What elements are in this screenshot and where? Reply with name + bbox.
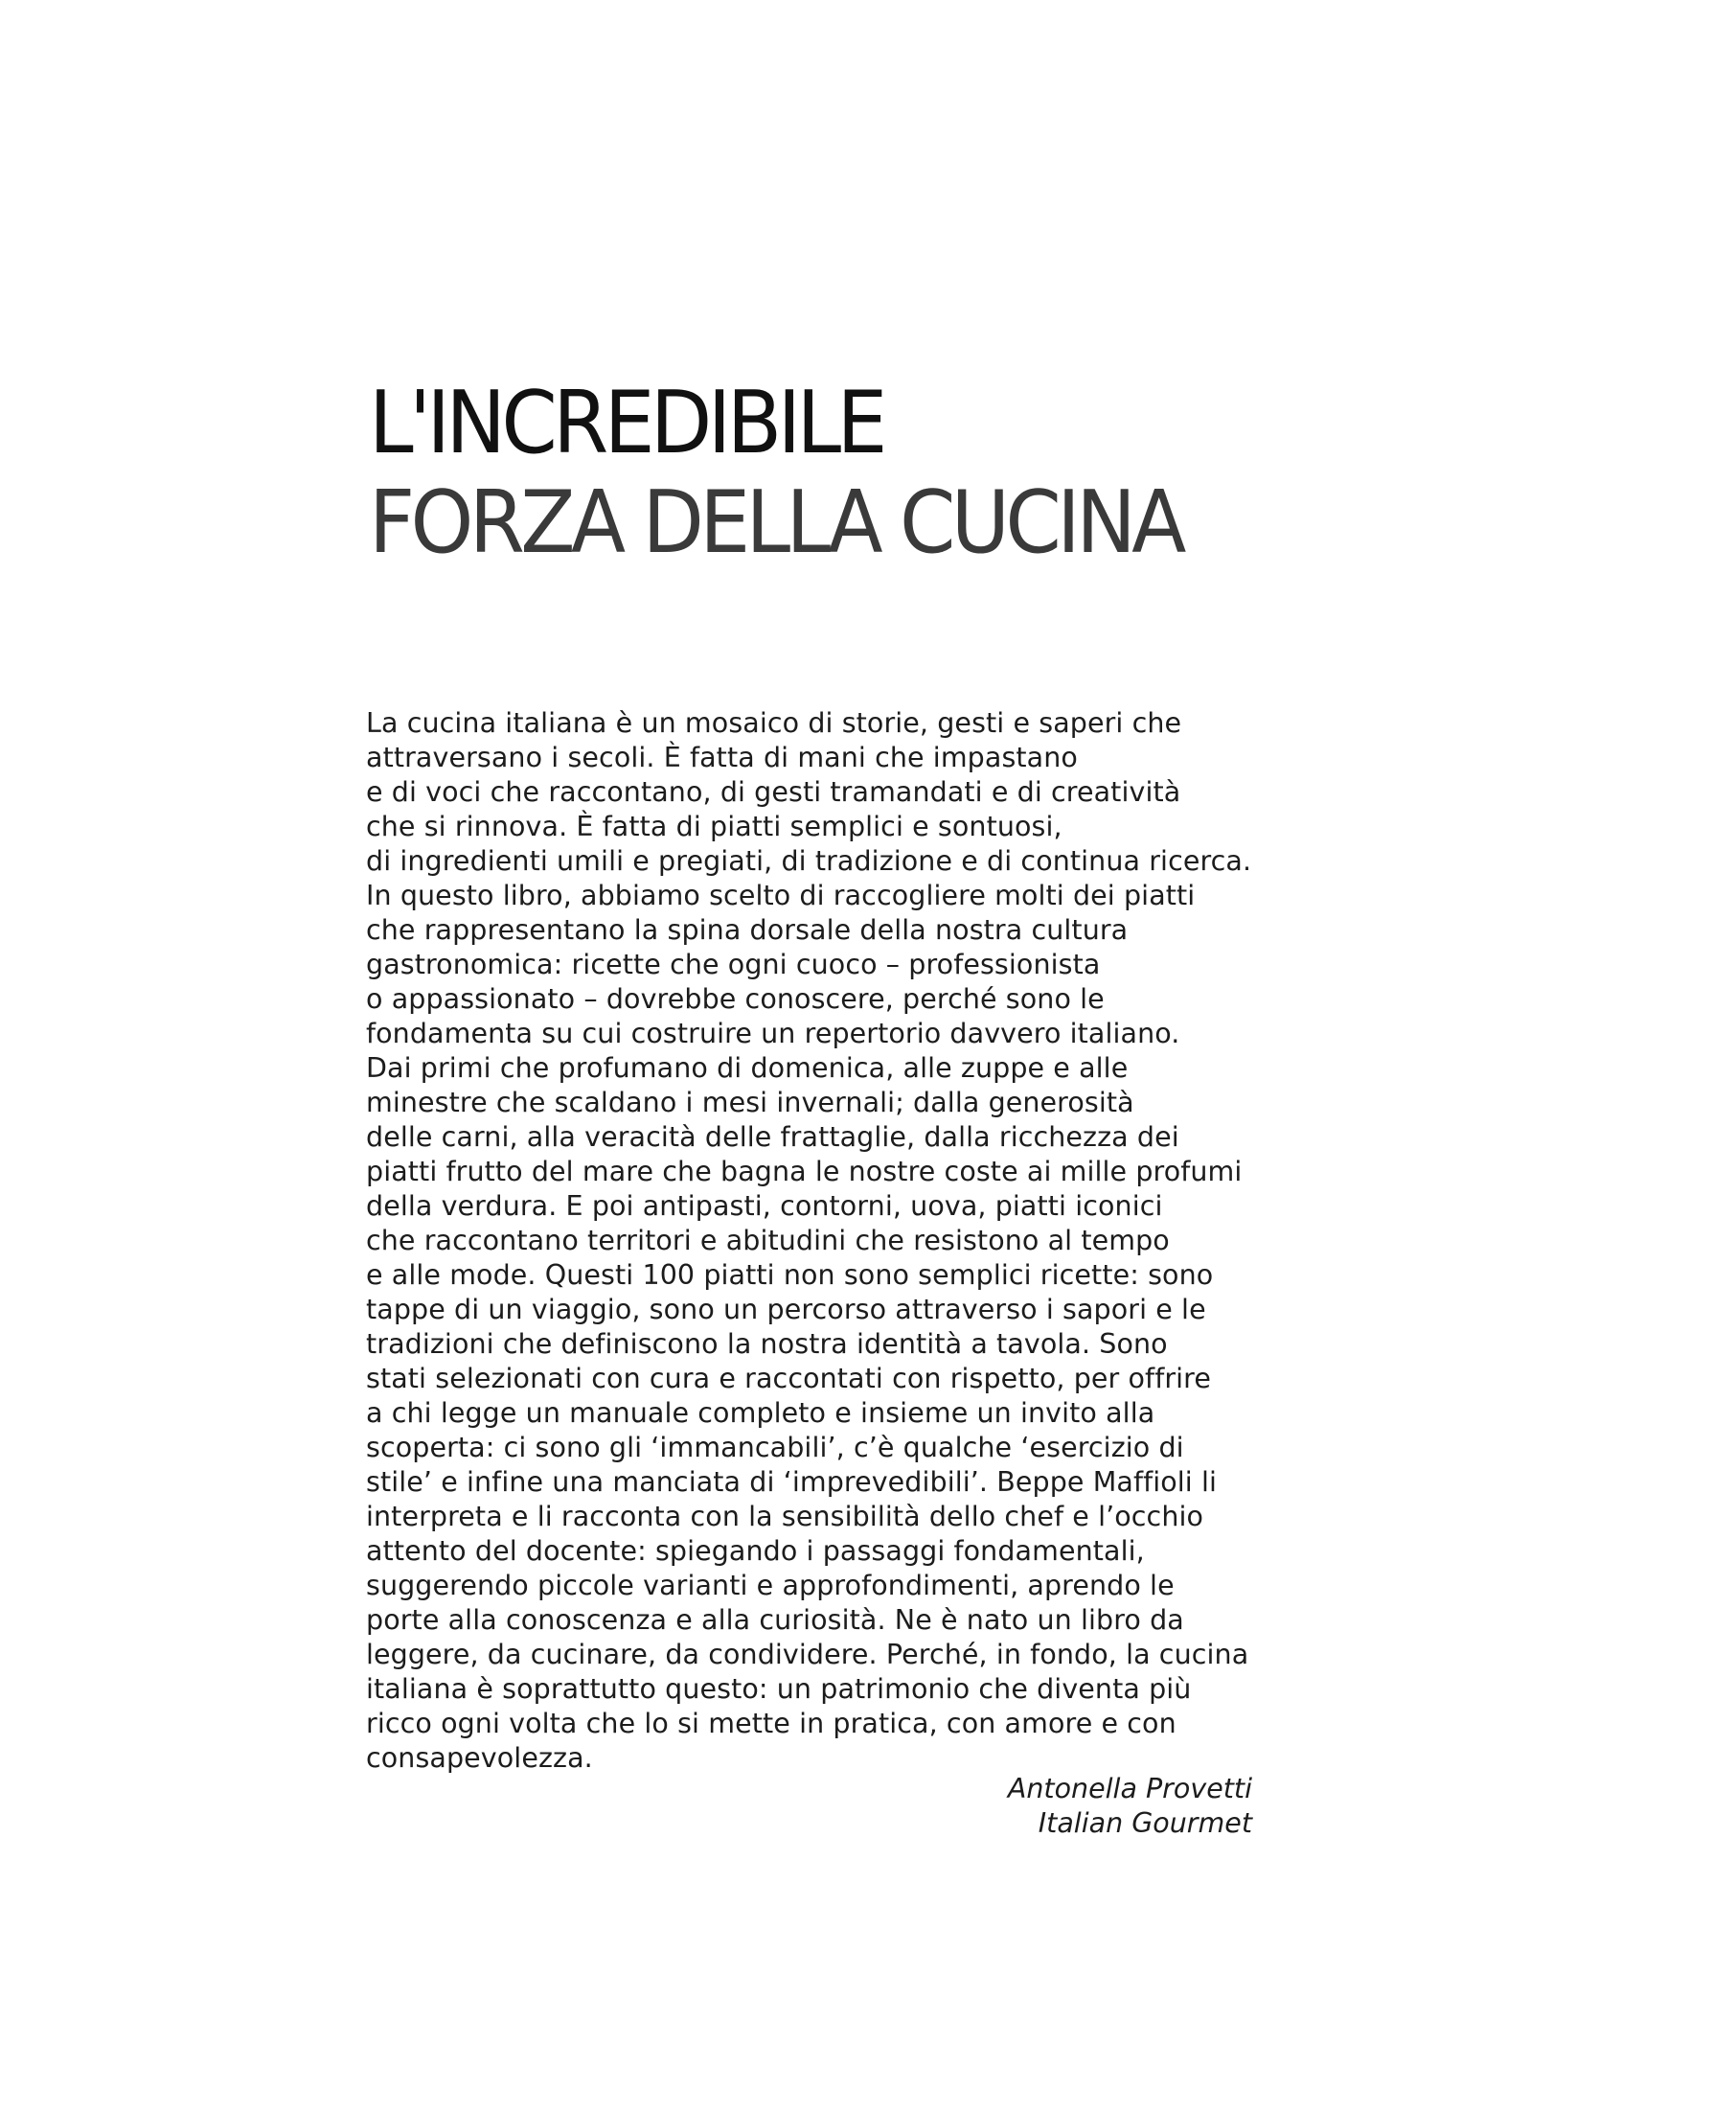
title-line-2: FORZA DELLA CUCINA — [369, 472, 1182, 573]
body-line: a chi legge un manuale completo e insieme un invito alla — [366, 1397, 1155, 1429]
body-line: fondamenta su cui costruire un repertorio davvero italiano. — [366, 1018, 1180, 1049]
body-line: leggere, da cucinare, da condividere. Perché, in fondo, la cucina — [366, 1639, 1249, 1670]
body-line: piatti frutto del mare che bagna le nostre coste ai mille profumi — [366, 1156, 1243, 1187]
body-line: o appassionato – dovrebbe conoscere, perché sono le — [366, 983, 1105, 1015]
body-line: stati selezionati con cura e raccontati con rispetto, per offrire — [366, 1363, 1211, 1394]
body-line: tradizioni che definiscono la nostra identità a tavola. Sono — [366, 1328, 1168, 1360]
body-text — [366, 706, 1257, 1776]
body-line: attento del docente: spiegando i passaggi fondamentali, — [366, 1535, 1145, 1567]
body-line: porte alla conoscenza e alla curiosità. Ne è nato un libro da — [366, 1604, 1184, 1636]
signature-publication: Italian Gourmet — [1038, 1807, 1252, 1839]
body-line: Dai primi che profumano di domenica, alle zuppe e alle — [366, 1052, 1129, 1084]
body-line: ricco ogni volta che lo si mette in pratica, con amore e con — [366, 1708, 1176, 1739]
body-line: stile’ e infine una manciata di ‘imprevedibili’. Beppe Maffioli li — [366, 1466, 1218, 1498]
body-line: della verdura. E poi antipasti, contorni, uova, piatti iconici — [366, 1190, 1163, 1222]
body-line: suggerendo piccole varianti e approfondimenti, aprendo le — [366, 1570, 1175, 1601]
body-line: delle carni, alla veracità delle frattaglie, dalla ricchezza dei — [366, 1121, 1179, 1153]
body-line: tappe di un viaggio, sono un percorso attraverso i sapori e le — [366, 1294, 1206, 1325]
body-line: e di voci che raccontano, di gesti tramandati e di creatività — [366, 776, 1181, 808]
body-line: che si rinnova. È fatta di piatti semplici e sontuosi, — [366, 811, 1062, 842]
body-line: e alle mode. Questi 100 piatti non sono semplici ricette: sono — [366, 1259, 1214, 1291]
body-line: La cucina italiana è un mosaico di storie, gesti e saperi che — [366, 707, 1182, 739]
body-line: che rappresentano la spina dorsale della nostra cultura — [366, 914, 1129, 946]
body-line: scoperta: ci sono gli ‘immancabili’, c’è qualche ‘esercizio di — [366, 1432, 1184, 1463]
body-line: gastronomica: ricette che ogni cuoco – professionista — [366, 949, 1101, 980]
body-line: italiana è soprattutto questo: un patrimonio che diventa più — [366, 1673, 1192, 1705]
signature — [1008, 1772, 1252, 1841]
body-line: In questo libro, abbiamo scelto di raccogliere molti dei piatti — [366, 880, 1196, 911]
title-line-1: L'INCREDIBILE — [369, 373, 883, 473]
chapter-title — [369, 374, 1423, 573]
body-line: consapevolezza. — [366, 1742, 593, 1774]
body-line: minestre che scaldano i mesi invernali; dalla generosità — [366, 1087, 1134, 1118]
body-line: attraversano i secoli. È fatta di mani che impastano — [366, 742, 1078, 773]
signature-author: Antonella Provetti — [1007, 1773, 1252, 1804]
body-line: di ingredienti umili e pregiati, di tradizione e di continua ricerca. — [366, 845, 1252, 877]
body-line: che raccontano territori e abitudini che resistono al tempo — [366, 1225, 1170, 1256]
body-line: interpreta e li racconta con la sensibilità dello chef e l’occhio — [366, 1501, 1204, 1532]
